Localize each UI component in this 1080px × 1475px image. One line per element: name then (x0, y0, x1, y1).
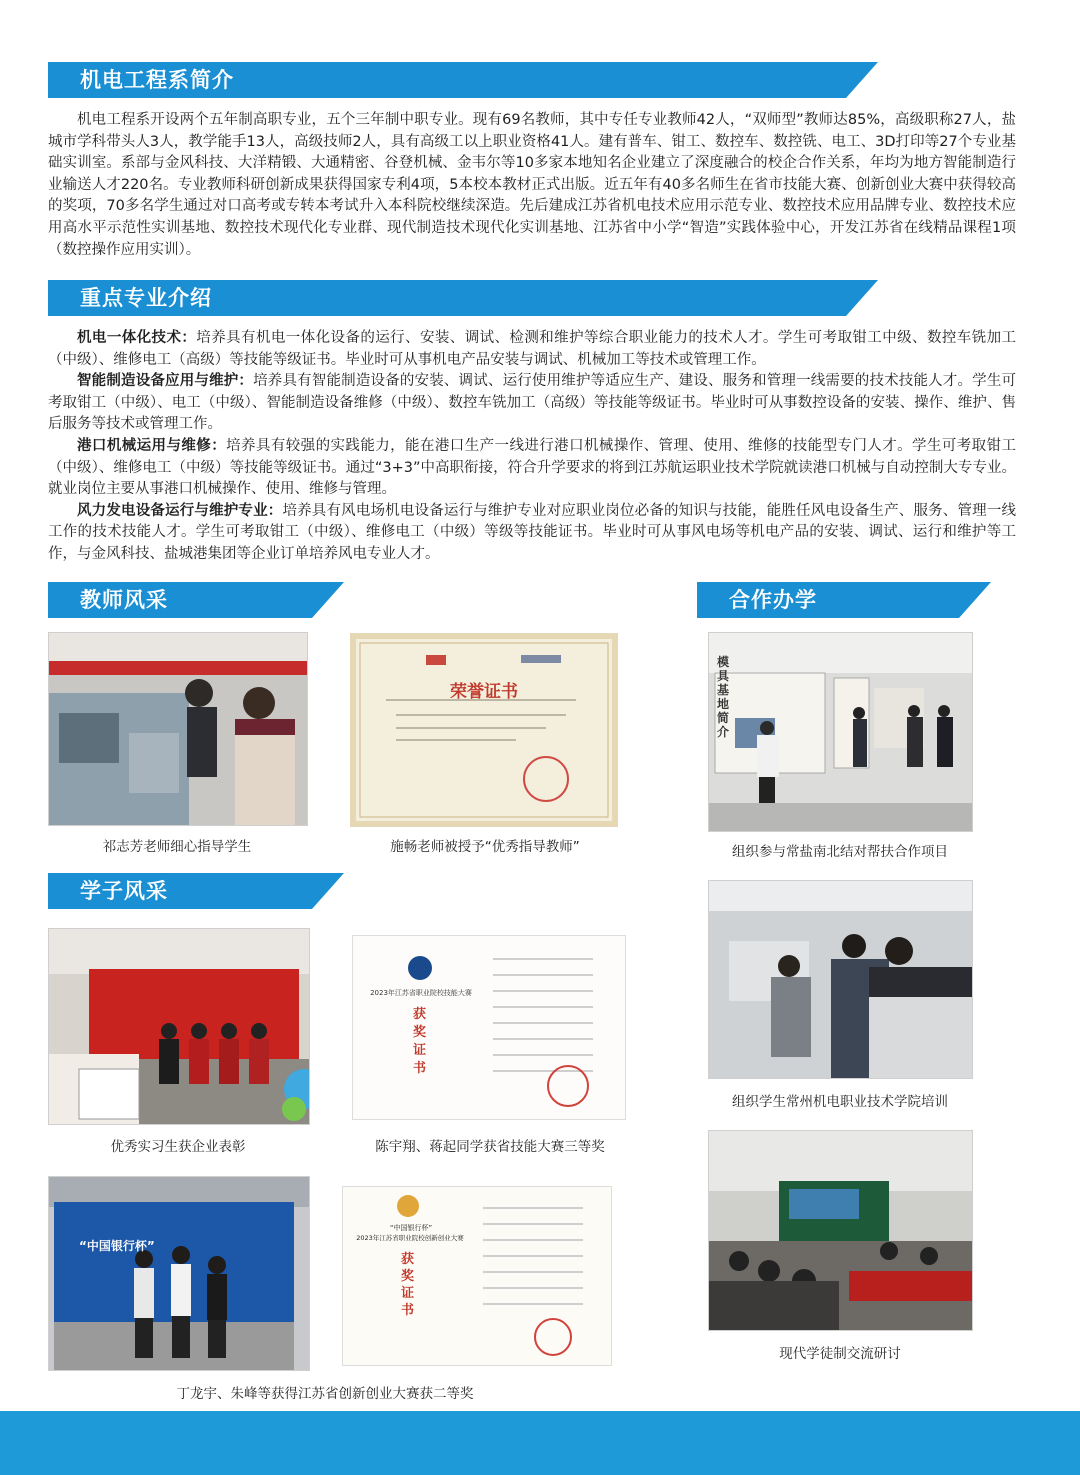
cert-title: 获奖证书 (413, 1007, 427, 1076)
footer-bar (0, 1411, 1080, 1475)
photo-skill-award-certificate (352, 935, 626, 1120)
section-banner-coop (697, 582, 991, 618)
caption: 陈宇翔、蒋起同学获省技能大赛三等奖 (375, 1139, 605, 1155)
contest-banner-text: “中国银行杯” (79, 1239, 155, 1253)
photo-graphic (709, 1131, 972, 1330)
major-desc: 培养具有智能制造设备的安装、调试、运行使用维护等适应生产、建设、服务和管理一线需要的技术技能人才。学生可考取钳工（中级）、电工（中级）、智能制造设备维修（中级）、数控车铣加工（高级）等技能等级证书。毕业时可从事数控设备的安装、操作、维护、售后服务等技术或管理工作。 (48, 373, 1017, 433)
section-banner-students (48, 873, 344, 909)
certificate-graphic (356, 639, 612, 821)
major-item (48, 501, 1016, 566)
major-item (48, 328, 1016, 371)
major-item (48, 436, 1016, 501)
photo-graphic (709, 881, 972, 1078)
photo-apprenticeship-seminar (708, 1130, 973, 1331)
major-desc: 培养具有风电场机电设备运行与维护专业对应职业岗位必备的知识与技能，能胜任风电设备生产、服务、管理一线工作的技术技能人才。学生可考取钳工（中级）、维修电工（中级）等级等技能证书。毕业时可从事风电场等机电产品的安装、调试、运行和维护等工作，与金风科技、盐城港集团等企业订单培养风电专业人才。 (48, 502, 1017, 562)
photo-teacher-guiding (48, 632, 308, 826)
photo-innovation-award-certificate (342, 1186, 612, 1366)
museum-title: 模具基地简介 (717, 655, 730, 739)
photo-intern-award (48, 928, 310, 1125)
major-item (48, 371, 1016, 436)
caption: 丁龙宇、朱峰等获得江苏省创新创业大赛获二等奖 (176, 1386, 474, 1402)
major-desc: 培养具有较强的实践能力，能在港口生产一线进行港口机械操作、管理、使用、维修的技能型专门人才。学生可考取钳工（中级）、维修电工（中级）等技能等级证书。通过“3+3”中高职衔接，符合升学要求的将到江苏航运职业技术学院就读港口机械与自动控制大专专业。就业岗位主要从事港口机械操作、使用、维修与管理。 (48, 437, 1017, 498)
intro-paragraph (48, 110, 1016, 261)
photo-graphic (49, 929, 309, 1124)
caption: 组织学生常州机电职业技术学院培训 (732, 1094, 948, 1110)
caption: 现代学徒制交流研讨 (779, 1346, 901, 1362)
section-banner-intro (48, 62, 878, 98)
photo-graphic (49, 1177, 309, 1370)
cert-contest-name: 2023年江苏省职业院校技能大赛 (370, 989, 472, 997)
photo-innovation-contest (48, 1176, 310, 1371)
photo-honor-certificate (350, 633, 618, 827)
intro-text: 机电工程系开设两个五年制高职专业，五个三年制中职专业。现有69名教师，其中专任专业教师42人，“双师型”教师达85%，高级职称27人，盐城市学科带头人3人，教学能手13人，高级技师2人，具有高级工以上职业资格41人。建有普车、钳工、数控车、数控铣、电工、3D打印等27个专业基础实训室。系部与金风科技、大洋精锻、大通精密、谷登机械、金韦尔等10多家本地知名企业建立了深度融合的校企合作关系，年均为地方智能制造行业输送人才220名。专业教师科研创新成果获得国家专利4项，5本校本教材正式出版。近五年有40多名师生在省市技能大赛、创新创业大赛中获得较高的奖项，70多名学生通过对口高考或专转本考试升入本科院校继续深造。先后建成江苏省机电技术应用示范专业、数控技术应用品牌专业、数控技术应用高水平示范性实训基地、数控技术现代化专业群、现代制造技术现代化实训基地、江苏省中小学“智造”实践体验中心，开发江苏省在线精品课程1项（数控操作应用实训）。 (48, 112, 1016, 258)
photo-coop-training (708, 880, 973, 1079)
cert-contest-prefix: “中国银行杯” (389, 1224, 433, 1232)
major-name: 机电一体化技术： (77, 330, 197, 346)
caption: 祁志芳老师细心指导学生 (102, 839, 252, 855)
certificate-graphic (353, 936, 625, 1119)
major-name: 风力发电设备运行与维护专业： (77, 502, 283, 519)
section-banner-majors (48, 280, 878, 316)
photo-graphic (49, 633, 307, 825)
cert-title: 获奖证书 (401, 1252, 415, 1318)
photo-coop-visit (708, 632, 973, 832)
section-title: 教师风采 (80, 588, 168, 612)
certificate-title: 荣誉证书 (450, 682, 518, 702)
majors-list (48, 328, 1016, 566)
certificate-graphic (343, 1187, 611, 1365)
section-title: 合作办学 (729, 588, 817, 612)
caption: 优秀实习生获企业表彰 (110, 1139, 246, 1155)
major-name: 智能制造设备应用与维护： (77, 373, 254, 390)
caption: 施畅老师被授予“优秀指导教师” (390, 839, 580, 855)
section-title: 重点专业介绍 (80, 286, 212, 310)
section-banner-teachers (48, 582, 344, 618)
cert-contest-name: 2023年江苏省职业院校创新创业大赛 (356, 1234, 464, 1242)
photo-graphic (709, 633, 972, 831)
caption: 组织参与常盐南北结对帮扶合作项目 (732, 844, 948, 860)
major-name: 港口机械运用与维修： (77, 437, 227, 454)
section-title: 学子风采 (80, 879, 168, 903)
section-title: 机电工程系简介 (80, 68, 234, 92)
major-desc: 培养具有机电一体化设备的运行、安装、调试、检测和维护等综合职业能力的技术人才。学生可考取钳工中级、数控车铣加工（中级）、维修电工（高级）等技能等级证书。毕业时可从事机电产品安装与调试、机械加工等技术或管理工作。 (48, 330, 1017, 368)
